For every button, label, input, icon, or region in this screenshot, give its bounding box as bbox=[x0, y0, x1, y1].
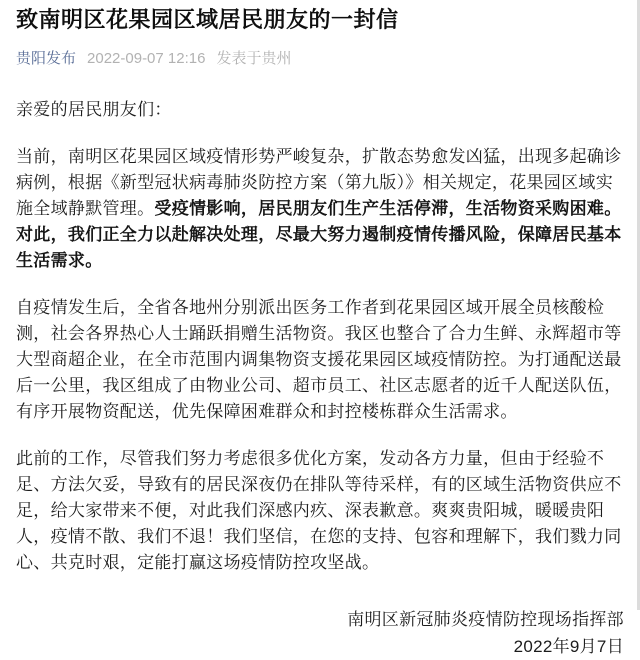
paragraph-3 bbox=[16, 446, 624, 576]
signature-org: 南明区新冠肺炎疫情防控现场指挥部 bbox=[347, 609, 624, 629]
signature-date: 2022年9月7日 bbox=[513, 636, 624, 656]
publish-timestamp: 2022-09-07 12:16 bbox=[87, 49, 206, 67]
salutation-line bbox=[16, 97, 624, 123]
article-body bbox=[16, 97, 624, 660]
article-title: 致南明区花果园区域居民朋友的一封信 bbox=[16, 7, 399, 32]
paragraph-2-text: 自疫情发生后，全省各地州分别派出医务工作者到花果园区域开展全员核酸检测，社会各界热心人士踊跃捐赠生活物资。我区也整合了合力生鲜、永辉超市等大型商超企业，在全市范围内调集物资支援花果园区域疫情防控。为打通配送最后一公里，我区组成了由物业公司、超市员工、社区志愿者的近千人配送队伍，有序开展物资配送，优先保障困难群众和封控楼栋群众生活需求。 bbox=[16, 297, 622, 421]
salutation-text: 亲爱的居民朋友们： bbox=[16, 99, 172, 119]
paragraph-1-normal-text: 当前，南明区花果园区域疫情形势严峻复杂，扩散态势愈发凶猛，出现多起确诊病例，根据《新型冠状病毒肺炎防控方案（第九版）》相关规定，花果园区域实施全域静默管理。 bbox=[16, 146, 622, 218]
paragraph-2 bbox=[16, 295, 624, 425]
paragraph-1 bbox=[16, 144, 624, 274]
article-byline bbox=[16, 48, 624, 69]
paragraph-3-text: 此前的工作，尽管我们努力考虑很多优化方案，发动各方力量，但由于经验不足、方法欠妥，导致有的居民深夜仍在排队等待采样，有的区域生活物资供应不足，给大家带来不便，对此我们深感内疚、深表歉意。爽爽贵阳城，暖暖贵阳人，疫情不散、我们不退！我们坚信，在您的支持、包容和理解下，我们戮力同心、共克时艰，定能打赢这场疫情防控攻坚战。 bbox=[16, 448, 622, 572]
signature-block bbox=[16, 606, 624, 660]
publish-location: 发表于贵州 bbox=[216, 49, 292, 67]
publisher-account-link[interactable]: 贵阳发布 bbox=[16, 49, 77, 67]
paragraph-1-bold-text: 受疫情影响，居民朋友们生产生活停滞，生活物资采购困难。对此，我们正全力以赴解决处理，尽最大努力遏制疫情传播风险，保障居民基本生活需求。 bbox=[16, 198, 622, 270]
